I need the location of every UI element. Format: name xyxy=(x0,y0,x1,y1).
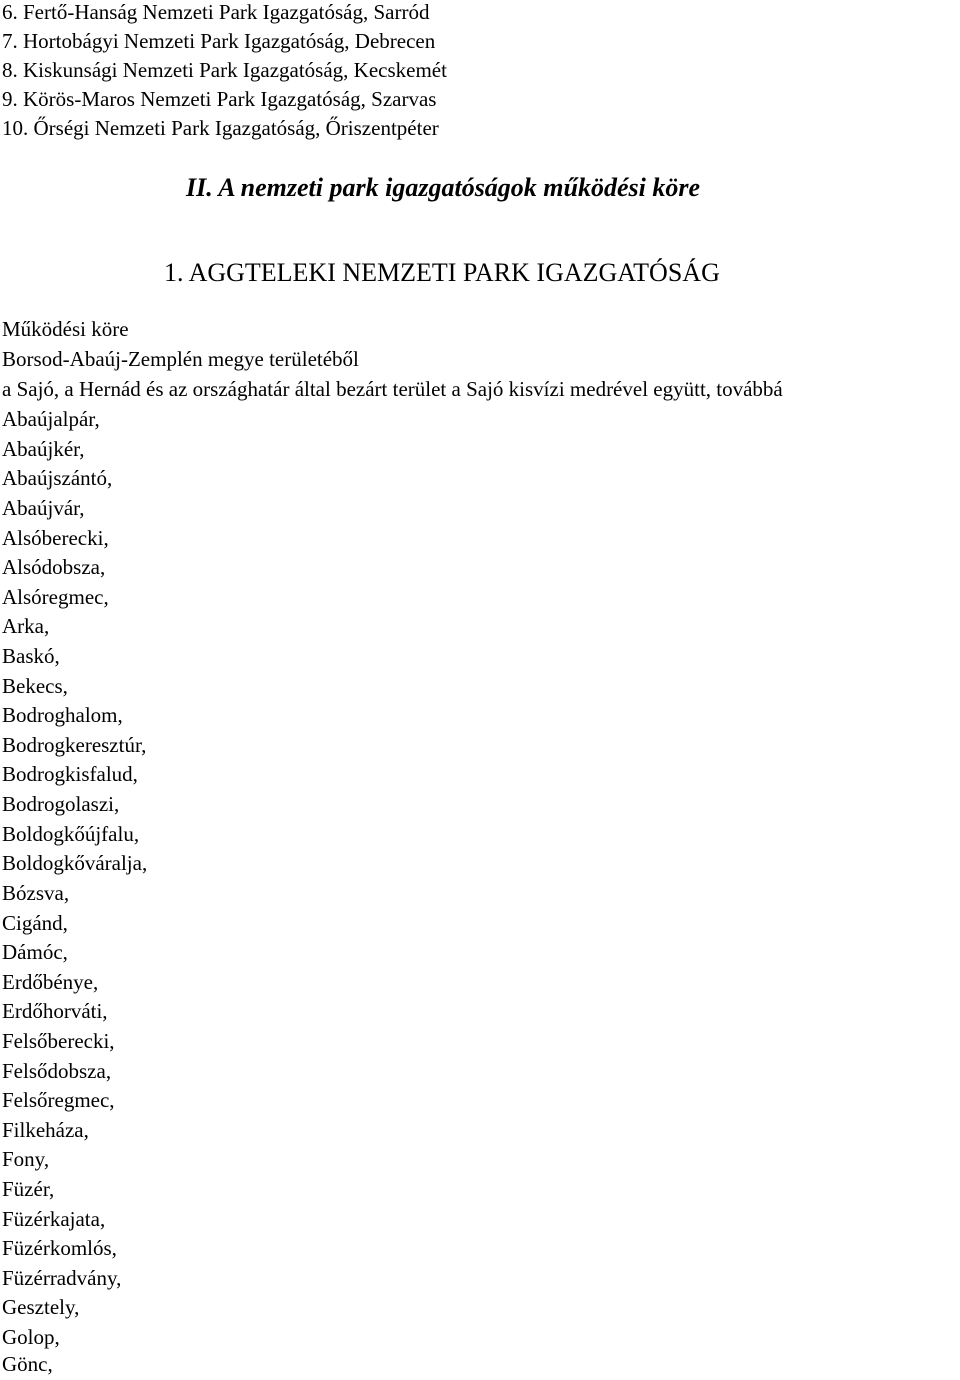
settlement-item: Bózsva, xyxy=(2,881,70,905)
settlement-item: Felsőberecki, xyxy=(2,1029,115,1053)
list-item: 9. Körös-Maros Nemzeti Park Igazgatóság, Szarvas xyxy=(2,87,437,111)
settlement-item: Bekecs, xyxy=(2,674,68,698)
settlement-item: Golop, xyxy=(2,1325,60,1349)
settlement-item: Boldogkőújfalu, xyxy=(2,822,140,846)
settlement-item: Boldogkőváralja, xyxy=(2,851,148,875)
settlement-item: Baskó, xyxy=(2,644,60,668)
settlement-item: Abaújvár, xyxy=(2,496,85,520)
settlement-item: Felsőregmec, xyxy=(2,1088,115,1112)
settlement-item: Bodrogkisfalud, xyxy=(2,762,138,786)
settlement-item: Abaújalpár, xyxy=(2,407,100,431)
settlement-item: Filkeháza, xyxy=(2,1118,89,1142)
settlement-item: Füzér, xyxy=(2,1177,55,1201)
list-item: 10. Őrségi Nemzeti Park Igazgatóság, Őriszentpéter xyxy=(2,116,439,140)
settlement-item: Alsóberecki, xyxy=(2,526,109,550)
settlement-item: Alsódobsza, xyxy=(2,555,106,579)
settlement-item: Erdőhorváti, xyxy=(2,999,108,1023)
settlement-item: Fony, xyxy=(2,1147,50,1171)
settlement-item: Füzérkajata, xyxy=(2,1207,106,1231)
settlement-item: Abaújszántó, xyxy=(2,466,113,490)
settlement-item: Gesztely, xyxy=(2,1295,80,1319)
section-heading: II. A nemzeti park igazgatóságok működési köre xyxy=(186,173,701,202)
settlement-item: Bodrogkeresztúr, xyxy=(2,733,147,757)
list-item: 6. Fertő-Hanság Nemzeti Park Igazgatóság, Sarród xyxy=(2,0,430,24)
settlement-item: Füzérradvány, xyxy=(2,1266,122,1290)
settlement-item: Bodroghalom, xyxy=(2,703,123,727)
body-line: Működési köre xyxy=(2,317,129,341)
list-item: 7. Hortobágyi Nemzeti Park Igazgatóság, Debrecen xyxy=(2,29,436,53)
settlement-item: Gönc, xyxy=(2,1352,53,1376)
settlement-item: Dámóc, xyxy=(2,940,68,964)
body-line: a Sajó, a Hernád és az országhatár által bezárt terület a Sajó kisvízi medrével együtt, továbbá xyxy=(2,377,783,401)
settlement-item: Bodrogolaszi, xyxy=(2,792,120,816)
settlement-item: Arka, xyxy=(2,614,50,638)
settlement-item: Füzérkomlós, xyxy=(2,1236,117,1260)
settlement-item: Cigánd, xyxy=(2,911,68,935)
subsection-heading: 1. AGGTELEKI NEMZETI PARK IGAZGATÓSÁG xyxy=(164,258,720,287)
settlement-item: Abaújkér, xyxy=(2,437,85,461)
body-line: Borsod-Abaúj-Zemplén megye területéből xyxy=(2,347,359,371)
settlement-item: Alsóregmec, xyxy=(2,585,109,609)
settlement-item: Erdőbénye, xyxy=(2,970,99,994)
list-item: 8. Kiskunsági Nemzeti Park Igazgatóság, Kecskemét xyxy=(2,58,447,82)
settlement-item: Felsődobsza, xyxy=(2,1059,112,1083)
